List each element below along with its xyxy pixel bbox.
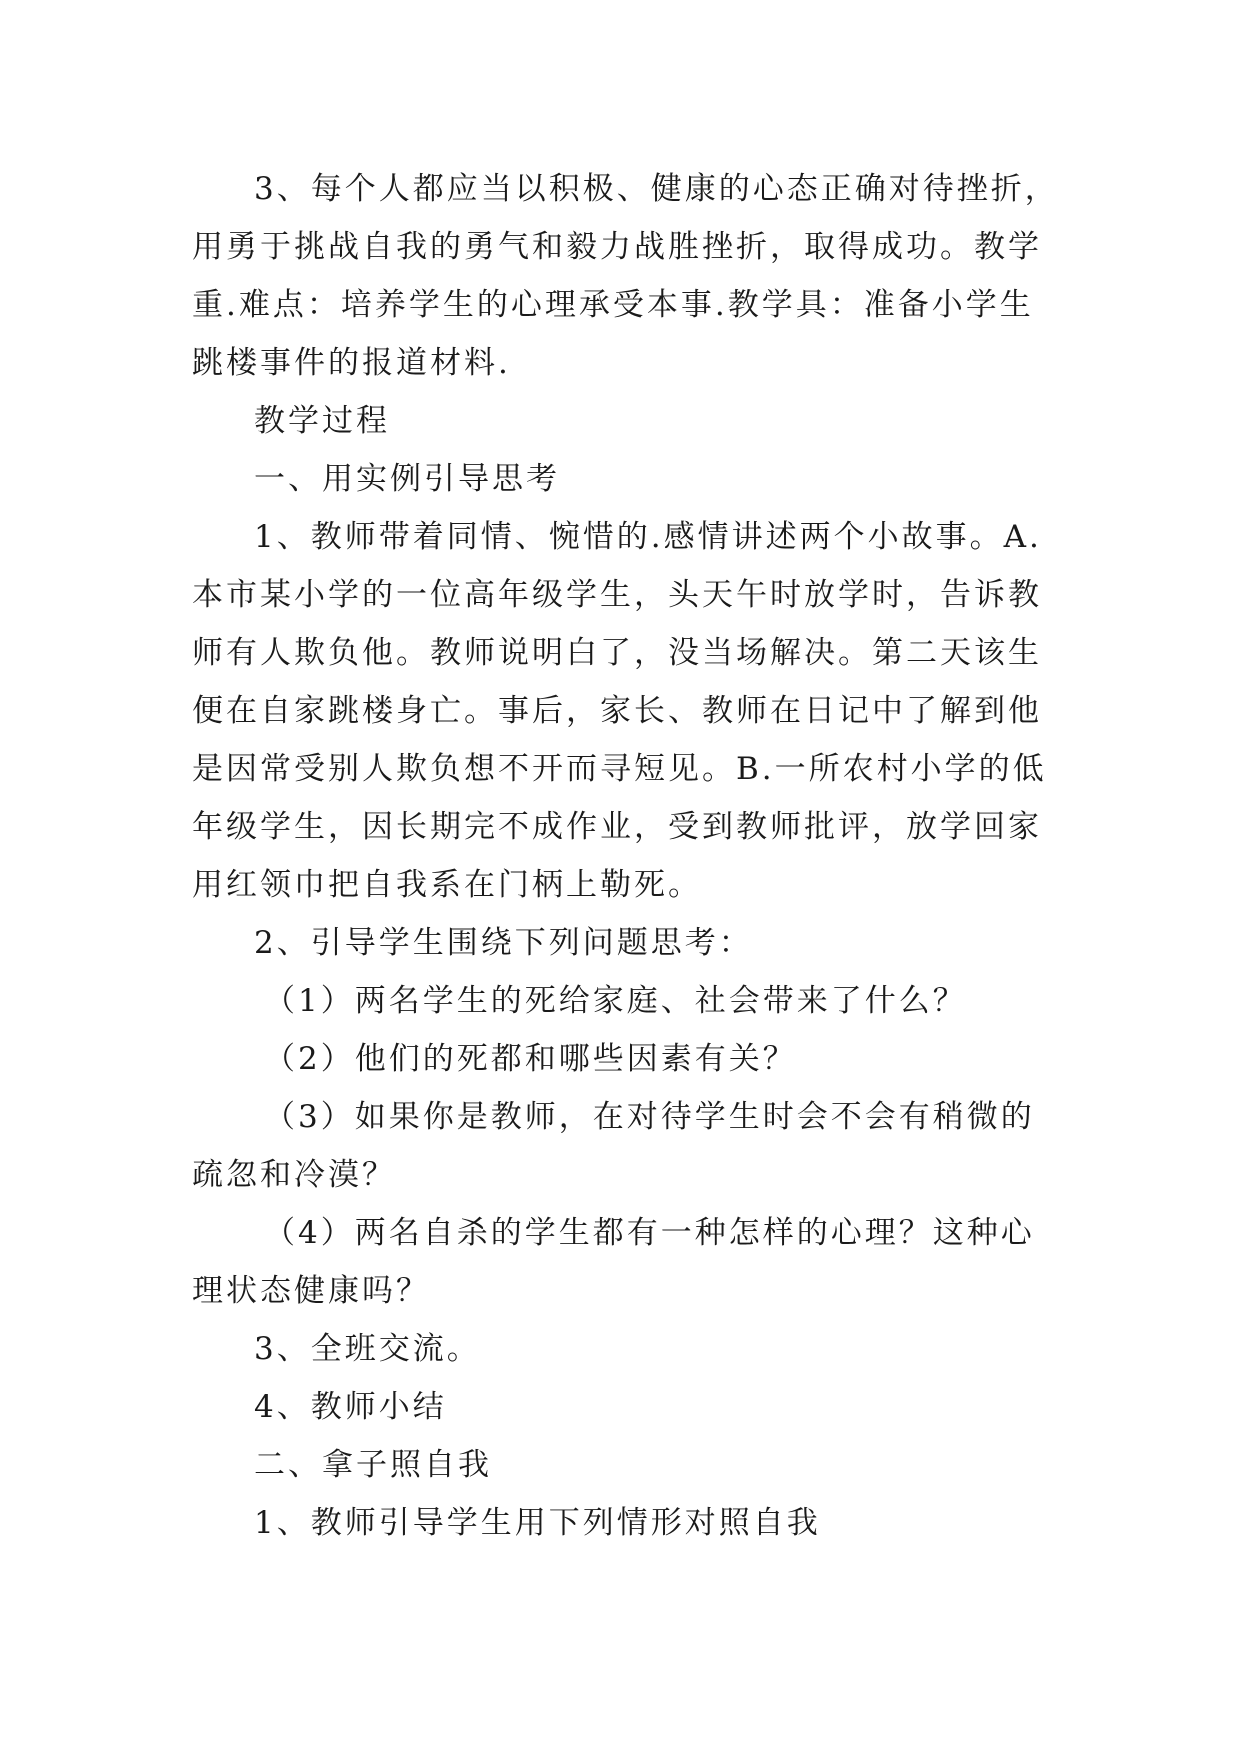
document-body xyxy=(192,160,1062,1552)
question-4: （4）两名自杀的学生都有一种怎样的心理？这种心理状态健康吗？ xyxy=(192,1215,1035,1309)
paragraph-goal-3: 3、每个人都应当以积极、健康的心态正确对待挫折，用勇于挑战自我的勇气和毅力战胜挫折，取得成功。教学重.难点：培养学生的心理承受本事.教学具：准备小学生跳楼事件的报道材料. xyxy=(192,171,1059,381)
heading-teaching-process: 教学过程 xyxy=(254,403,390,439)
question-2: （2）他们的死都和哪些因素有关？ xyxy=(264,1041,797,1077)
question-3: （3）如果你是教师，在对待学生时会不会有稍微的疏忽和冷漠？ xyxy=(192,1099,1035,1193)
heading-section-1: 一、用实例引导思考 xyxy=(254,461,560,497)
paragraph-class-exchange: 3、全班交流。 xyxy=(254,1331,481,1367)
paragraph-self-check: 1、教师引导学生用下列情形对照自我 xyxy=(254,1505,821,1541)
question-1: （1）两名学生的死给家庭、社会带来了什么？ xyxy=(264,983,967,1019)
paragraph-stories: 1、教师带着同情、惋惜的.感情讲述两个小故事。A.本市某小学的一位高年级学生，头天午时放学时，告诉教师有人欺负他。教师说明白了，没当场解决。第二天该生便在自家跳楼身亡。事后，家长、教师在日记中了解到他是因常受别人欺负想不开而寻短见。B.一所农村小学的低年级学生，因长期完不成作业，受到教师批评，放学回家用红领巾把自我系在门柄上勒死。 xyxy=(192,519,1047,903)
heading-section-2: 二、拿子照自我 xyxy=(254,1447,492,1483)
paragraph-teacher-summary: 4、教师小结 xyxy=(254,1389,447,1425)
paragraph-guide-questions: 2、引导学生围绕下列问题思考： xyxy=(254,925,753,961)
